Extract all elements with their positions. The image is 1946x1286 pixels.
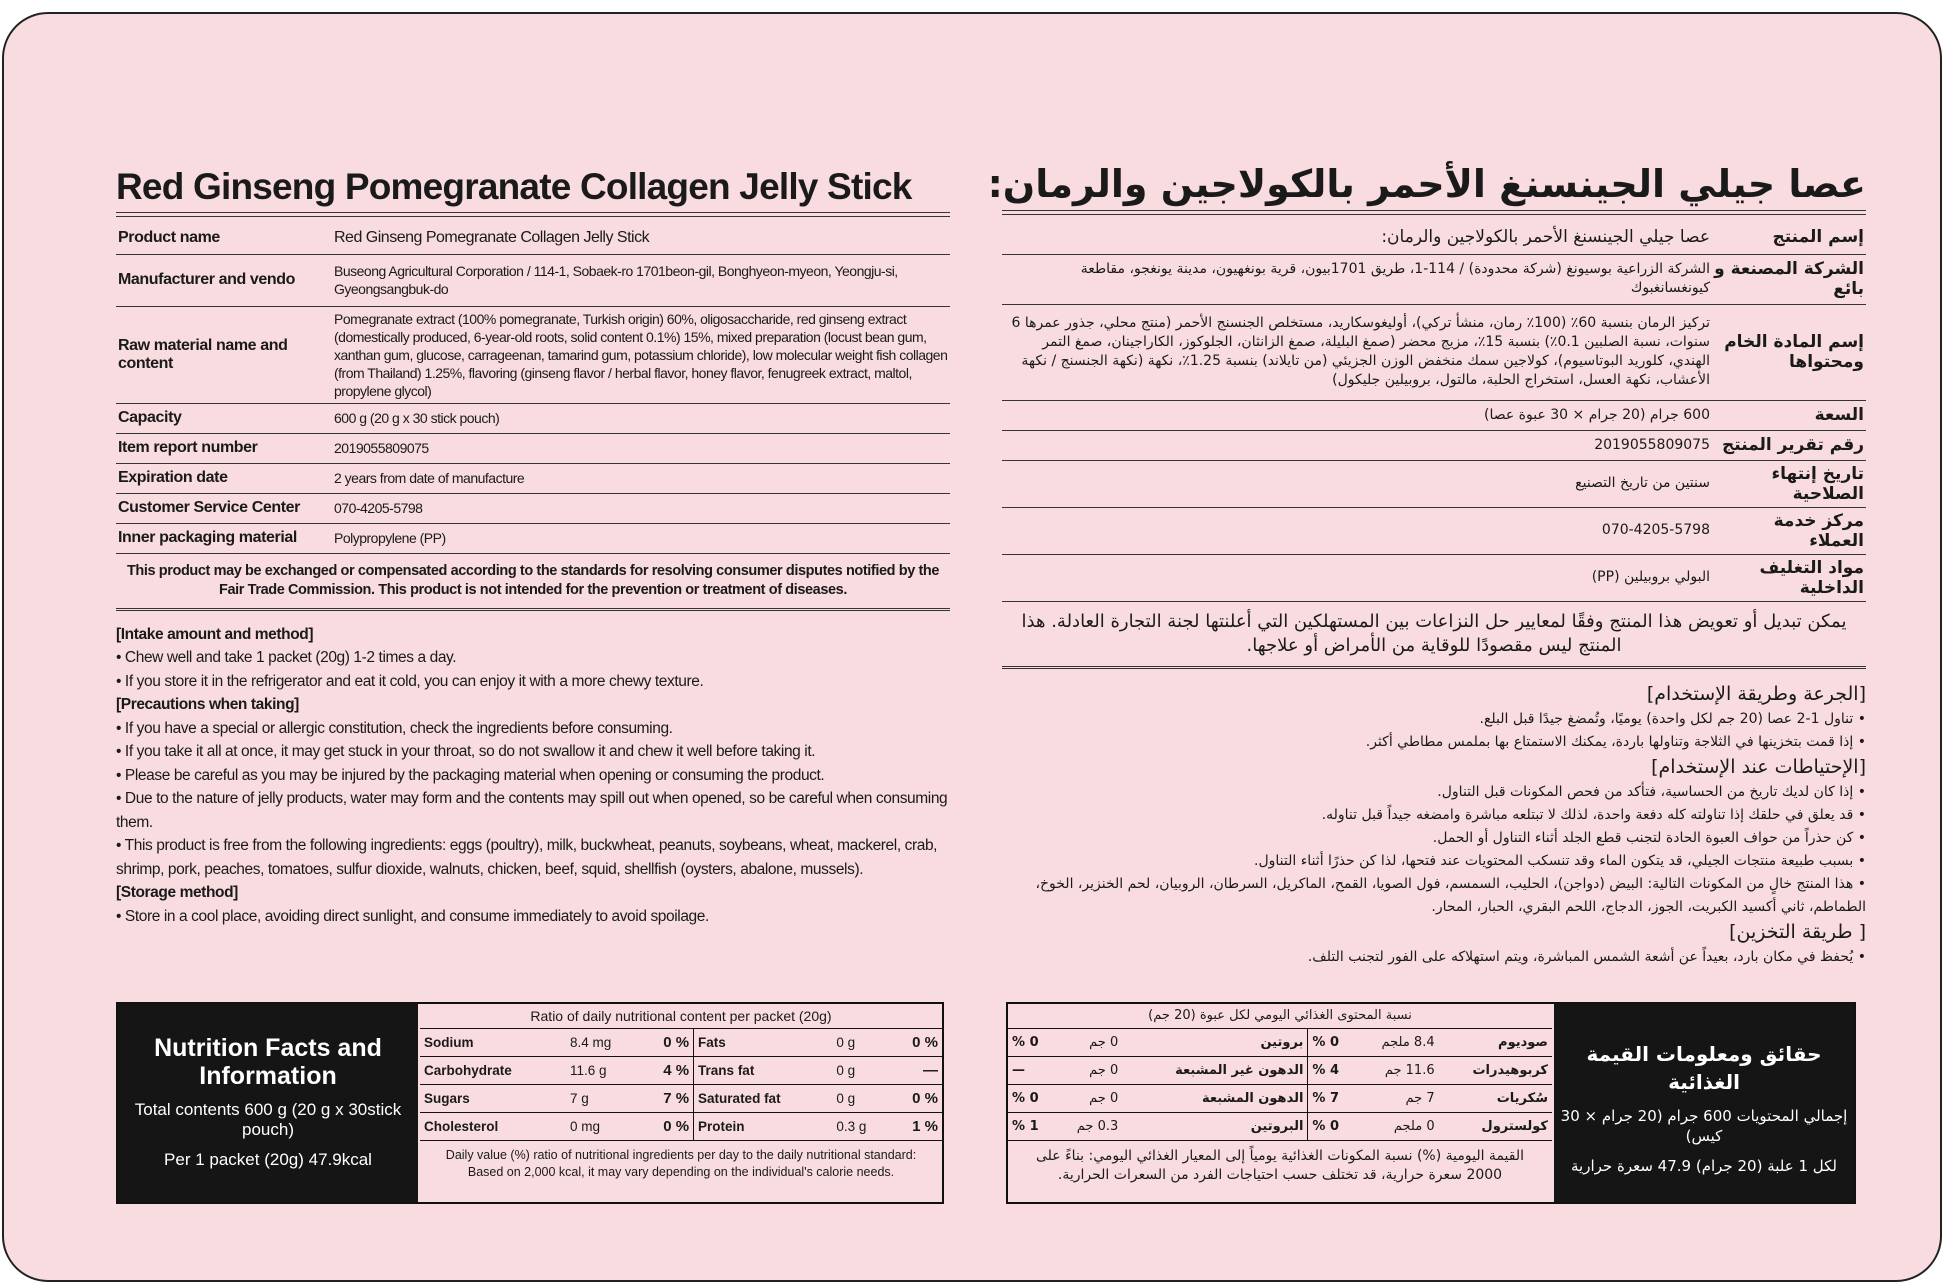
table-row: مواد التغليف الداخلية البولي بروبيلين (PP) — [1002, 554, 1866, 601]
arabic-info-column — [987, 162, 1866, 969]
consumer-notice: يمكن تبديل أو تعويض هذا المنتج وفقًا لمعايير حل النزاعات بين المستهلكين التي أعلنتها لجنة التجارة العادلة. هذا المنتج ليس مقصودًا للوقاية من الأمراض أو علاجها. — [1002, 602, 1866, 669]
list-item: • كن حذراً من حواف العبوة الحادة لتجنب قطع الجلد أثناء التناول أو الحمل. — [1432, 829, 1866, 846]
nutrition-heading: حقائق ومعلومات القيمة الغذائية — [1586, 1042, 1822, 1094]
table-row: Inner packaging material Polypropylene (PP) — [116, 523, 950, 553]
table-row: سُكريات 7 جم 7 % الدهون المشبعة 0 جم 0 % — [1008, 1085, 1552, 1113]
table-row: Item report number 2019055809075 — [116, 433, 950, 463]
intake-heading: [Intake amount and method] — [116, 625, 314, 643]
table-row: كولسترول 0 ملجم 0 % البروتين 0.3 جم 1 % — [1008, 1113, 1552, 1141]
usage-instructions — [116, 623, 950, 929]
table-row: Raw material name and content Pomegranate extract (100% pomegranate, Turkish origin) 60%, oligosaccharide, red ginseng extract (domestically produced, 6-year-old roots, solid content 0.1%) 15%, mixed preparation (locust bean gum, xanthan gum, glucose, carrageenan, tamarind gum, potassium chloride), low molecular weight fish collagen (from Thailand) 1.25%, flavoring (ginseng flavor / herbal flavor, honey flavor, fenugreek extract, maltol, propylene glycol) — [116, 306, 950, 403]
nutrition-title-block — [1554, 1004, 1854, 1202]
list-item: • هذا المنتج خالٍ من المكونات التالية: البيض (دواجن)، الحليب، السمسم، فول الصويا، القمح، الماكريل، السرطان، الروبيان، لحم الخنزير، الخوخ، الطماطم، ثاني أكسيد الكبريت، الجوز، الدجاج، اللحم البقري، الحبار، المحار. — [1035, 875, 1866, 915]
table-row: تاريخ إنتهاء الصلاحية سنتين من تاريخ التصنيع — [1002, 460, 1866, 507]
product-label — [2, 12, 1942, 1282]
list-item: • Chew well and take 1 packet (20g) 1-2 times a day. — [116, 649, 457, 666]
nutrition-heading: Nutrition Facts and Information — [154, 1034, 382, 1090]
list-item: • إذا قمت بتخزينها في الثلاجة وتناولها باردة، يمكنك الاستمتاع بها بملمس مطاطي أكثر. — [1365, 733, 1866, 750]
table-row: مركز خدمة العملاء 070-4205-5798 — [1002, 507, 1866, 554]
arabic-title: عصا جيلي الجينسنغ الأحمر بالكولاجين والرمان: — [1002, 162, 1866, 211]
table-row: Capacity 600 g (20 g x 30 stick pouch) — [116, 403, 950, 433]
table-row: Product name Red Ginseng Pomegranate Collagen Jelly Stick — [116, 223, 950, 254]
daily-value-note: القيمة اليومية (%) نسبة المكونات الغذائية يومياً إلى المعيار الغذائي اليومي: بناءً على 2000 سعرة حرارية، قد تختلف حسب احتياجات الفرد من السعرات الحرارية. — [1035, 1148, 1524, 1183]
list-item: • إذا كان لديك تاريخ من الحساسية، فتأكد من فحص المكونات قبل التناول. — [1437, 783, 1866, 800]
list-item: • If you have a special or allergic constitution, check the ingredients before consuming. — [116, 719, 673, 737]
english-info-table — [116, 223, 950, 554]
title-divider — [1002, 214, 1866, 215]
nutrition-caption: Ratio of daily nutritional content per packet (20g) — [420, 1004, 942, 1029]
table-row: Carbohydrate 11.6 g 4 % Trans fat 0 g — — [420, 1057, 942, 1085]
table-row: Sugars 7 g 7 % Saturated fat 0 g 0 % — [420, 1085, 942, 1113]
table-row: Expiration date 2 years from date of manufacture — [116, 463, 950, 493]
english-info-column — [116, 166, 950, 928]
table-row: Cholesterol 0 mg 0 % Protein 0.3 g 1 % — [420, 1113, 942, 1141]
nutrition-caption: نسبة المحتوى الغذائي اليومي لكل عبوة (20 جم) — [1008, 1004, 1552, 1029]
table-row: السعة 600 جرام (20 جرام × 30 عبوة عصا) — [1002, 400, 1866, 430]
table-row: Manufacturer and vendo Buseong Agricultural Corporation / 114-1, Sobaek-ro 1701beon-gil, Bonghyeon-myeon, Yeongju-si, Gyeongsangbuk-do — [116, 254, 950, 306]
nutrient-rows — [420, 1029, 942, 1141]
list-item: • Store in a cool place, avoiding direct sunlight, and consume immediately to avoid spoilage. — [116, 907, 709, 925]
storage-heading: [Storage method] — [116, 884, 238, 901]
per-packet-calories: Per 1 packet (20g) 47.9kcal — [164, 1150, 372, 1169]
nutrition-table — [1008, 1004, 1552, 1202]
list-item: • Please be careful as you may be injured by the packaging material when opening or consuming the product. — [116, 766, 825, 784]
list-item: • يُحفظ في مكان بارد، بعيداً عن أشعة الشمس المباشرة، ويتم استهلاكه على الفور لتجنب التلف. — [1307, 948, 1866, 965]
list-item: • قد يعلق في حلقك إذا تناولته كله دفعة واحدة، لذلك لا تبتلعه مباشرة وامضغه جيداً قبل تناوله. — [1321, 806, 1866, 823]
english-title: Red Ginseng Pomegranate Collagen Jelly Stick — [116, 166, 950, 213]
table-row: إسم المادة الخام ومحتواها تركيز الرمان بنسبة 60٪ (100٪ رمان، منشأ تركي)، أوليغوسكاريد، مستخلص الجنسنج الأحمر (منتج محلي، جذور عمرها 6 سنوات، نسبة الصلبين 0.1٪) بنسبة 15٪، مزيج محضر (صمغ البليلة، صمغ الزانثان، الجلوكوز، الكاراجينان، صمغ التمر الهندي، كلوريد البوتاسيوم)، كولاجين سمك منخفض الوزن الجزيئي (من تايلاند) بنسبة 1.25٪، نكهة (نكهة الجنسنج / نكهة الأعشاب، نكهة العسل، استخراج الحلبة، مالتول، بروبيلين جليكول) — [1002, 304, 1866, 400]
total-contents: Total contents 600 g (20 g x 30stick pouch) — [134, 1100, 402, 1139]
title-divider — [116, 216, 950, 217]
per-packet-calories: لكل 1 علبة (20 جرام) 47.9 سعرة حرارية — [1571, 1157, 1837, 1175]
nutrition-title-block — [118, 1004, 418, 1202]
list-item: • تناول 1-2 عصا (20 جم لكل واحدة) يوميًا، وتُمضغ جيدًا قبل البلع. — [1479, 710, 1866, 727]
table-row: Customer Service Center 070-4205-5798 — [116, 493, 950, 523]
table-row: رقم تقرير المنتج 2019055809075 — [1002, 430, 1866, 460]
usage-instructions — [1002, 681, 1866, 969]
list-item: • Due to the nature of jelly products, water may form and the contents may spill out when opened, so be careful when consuming them. — [116, 790, 948, 831]
intake-heading: [الجرعة وطريقة الإستخدام] — [1646, 682, 1866, 705]
daily-value-note: Daily value (%) ratio of nutritional ingredients per day to the daily nutritional standard: Based on 2,000 kcal, it may vary depending on the individual's calorie needs. — [445, 1148, 917, 1179]
arabic-info-table — [1002, 221, 1866, 602]
table-row: صوديوم 8.4 ملجم 0 % بروتين 0 جم 0 % — [1008, 1029, 1552, 1057]
table-row: Sodium 8.4 mg 0 % Fats 0 g 0 % — [420, 1029, 942, 1057]
consumer-notice: This product may be exchanged or compensated according to the standards for resolving consumer disputes notified by the Fair Trade Commission. This product is not intended for the prevention or treatment of diseases. — [116, 554, 950, 611]
table-row: الشركة المصنعة و بائع الشركة الزراعية بوسيونغ (شركة محدودة) / 114-1، طريق 1701بيون، قرية بونغهيون، مدينة يونغجو، مقاطعة كيونغسانغبوك — [1002, 254, 1866, 304]
total-contents: إجمالي المحتويات 600 جرام (20 جرام × 30 كيس) — [1560, 1107, 1848, 1145]
english-nutrition-panel — [116, 1002, 944, 1204]
list-item: • If you take it all at once, it may get stuck in your throat, so do not swallow it and chew it well before taking it. — [116, 743, 816, 760]
list-item: • بسبب طبيعة منتجات الجيلي، قد يتكون الماء وقد تنسكب المحتويات عند فتحها، لذا كن حذرًا أثناء التناول. — [1254, 852, 1866, 869]
precautions-heading: [Precautions when taking] — [116, 696, 299, 713]
arabic-nutrition-panel — [1006, 1002, 1856, 1204]
list-item: • If you store it in the refrigerator and eat it cold, you can enjoy it with a more chewy texture. — [116, 672, 704, 690]
nutrient-rows — [1008, 1029, 1552, 1141]
storage-heading: [ طريقة التخزين] — [1729, 920, 1866, 943]
list-item: • This product is free from the following ingredients: eggs (poultry), milk, buckwheat, peanuts, soybeans, wheat, mackerel, crab, shrimp, pork, peaches, tomatoes, sulfur dioxide, walnuts, chicken, beef, squid, shellfish (oysters, abalone, mussels). — [116, 837, 938, 878]
nutrition-table — [420, 1004, 942, 1202]
table-row: إسم المنتج عصا جيلي الجينسنغ الأحمر بالكولاجين والرمان: — [1002, 221, 1866, 254]
table-row: كربوهيدرات 11.6 جم 4 % الدهون غير المشبعة 0 جم — — [1008, 1057, 1552, 1085]
precautions-heading: [الإحتياطات عند الإستخدام] — [1651, 755, 1866, 778]
